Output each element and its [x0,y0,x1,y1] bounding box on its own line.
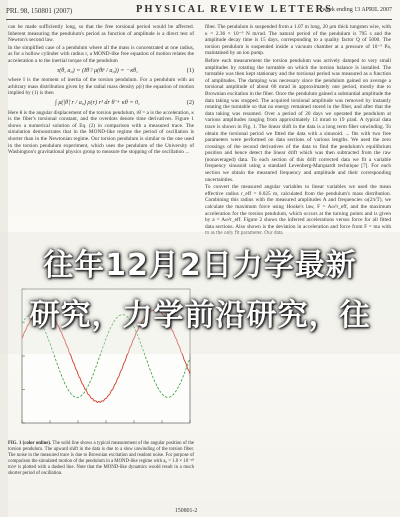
header-issue-date: week ending 13 APRIL 2007 [322,7,392,13]
paragraph: where I is the moment of inertia of the torsion pendulum. For a pendulum with an arbitrary mass distribution given by the radial mass density ρ(r) the equation of motion implied by (1) is then [8,77,194,97]
equation-2 [8,100,194,107]
paragraph: fiber. The pendulum is suspended from a 1.07 m long, 20 μm thick tungsten wire, with κ = 2.36 × 10⁻⁹ N m/rad. The natural period of the pendulum is 795 s and the amplitude decay time is 15 days, corresponding to a quality factor Q of 5000. The torsion pendulum is suspended inside a vacuum chamber at a pressure of 10⁻⁵ Pa, maintained by an ion pump. [205,24,391,57]
equation-number: (2) [186,98,194,106]
left-column [8,24,194,157]
equation-text: τ(θ, a₀) = (Iθ̈ / μ(θ̈r / a₀)) = −κθ, [57,66,138,74]
header-rule [6,19,392,20]
equation-1 [8,68,194,75]
running-header [6,4,392,18]
overlay-line-1: 往年12月2日力学最新 [43,248,357,283]
caption-text: The solid line shows a typical measurement of the angular position of the torsion pendulum. The upward shift in the data is due to a slow unwinding of the torsion fiber. The noise in the measured trace is due to Brownian excitation and readout noise. For purpose of comparison the simulated motion of the pendulum in a MOND-like regime with a₀ = 1.0 × 10⁻¹⁰ m/s² is plotted with a dashed line. Note that the MOND-like dynamics would result in a much shorter period of oscillation. [8,441,194,476]
paragraph: Here θ is the angular displacement of the torsion pendulum, rθ̈ = a is the acceleration, κ is the fiber's torsional constant, and the overdots denote time derivatives. Figure 1 shows a numerical solution of Eq. (2) in comparison with a measured trace. The simulation demonstrates that in the MOND-like regime the period of oscillation is shorter than in the Newtonian regime. Our torsion pendulum is similar to the one used in the torsion pendulum experiment, which uses the pendulum of the University of Washington's gravitational physics group to measure the stopping of the oscillation ... [8,109,194,156]
equation-text: ∫ μ(|θ̈| r / a₀) ρ(r) r³ dr θ̈ + κθ = 0, [55,98,140,106]
paragraph: In the simplified case of a pendulum where all the mass is concentrated at one radius, as for a hollow cylinder with radius r, a MOND-like free equation of motion relates the acceleration a to the inertial torque of the pendulum [8,44,194,64]
header-journal-ref: PRL 98, 150801 (2007) [6,7,73,15]
paragraph: Before each measurement the torsion pendulum was actively damped to very small amplitudes by rotating the turntable on which the torsion balance is installed. The turntable was then kept stationary and the torsional period was measured as a function of amplitudes. The damping was necessary since the pendulum gained on average a torsional amplitude of about 60 mrad in approximately one period, mostly due to Brownian excitation in the fiber. Once the pendulum gained a substantial amplitude the data taking was stopped. The acquired torsional amplitude was removed by instantly rotating the turntable so that no energy remained stored in the fiber, and after that the data taking was resumed. Over a period of 20 days we operated the pendulum at various amplitudes ranging from approximately 13 mrad to 19 μrad. A typical data trace is shown in Fig. 1. The linear shift in the data is a long term fiber unwinding. To obtain the torsional period we fitted the data with a sinusoid. ... fits with two free parameters were performed on data sections of various lengths. We used the zero crossings of the second derivatives of the data to find the pendulum's equilibrium position and hence detect the linear drift which was then subtracted from the raw (nonaveraged) data. To each section of this drift corrected data we fit a variable frequency sinusoid using a standard Levenberg-Marquardt technique [7]. For each section we obtain the measured frequency and amplitude and their corresponding uncertainties. [205,57,391,183]
page-number: 150801-2 [175,508,198,514]
figure-1-caption [8,441,194,477]
overlay-line-2: 研究，力学前沿研究，往 [29,298,371,333]
header-journal-title: PHYSICAL REVIEW LETTERS [136,4,333,15]
equation-number: (1) [186,66,194,74]
caption-label: FIG. 1 (color online). [8,441,52,446]
overlay-backdrop [0,232,400,354]
right-column [205,24,391,238]
paragraph: can be made sufficiently long, so that the free torsional period would be affected. Inherent measuring the pendulum's period as function of amplitude is a direct test of Newton's second law. [8,24,194,44]
paragraph: To convert the measured angular variables to linear variables we used the mean effective radius r_eff = 0.025 m, calculated from the pendulum's mass distribution. Combining this radius with the measured amplitudes A and frequencies ω(2π/T), we calculate the maximum force using Hooke's law, F = Aω²r_eff, and the maximum acceleration for the torsion pendulum, which occurs at the turning points and is given by a = Aω²r_eff. Figure 2 shows the inferred accelerations versus force for all fitted data sections. Also shown is the deviation in acceleration and force from F = ma with m as the only fit parameter. Our data [205,184,391,237]
